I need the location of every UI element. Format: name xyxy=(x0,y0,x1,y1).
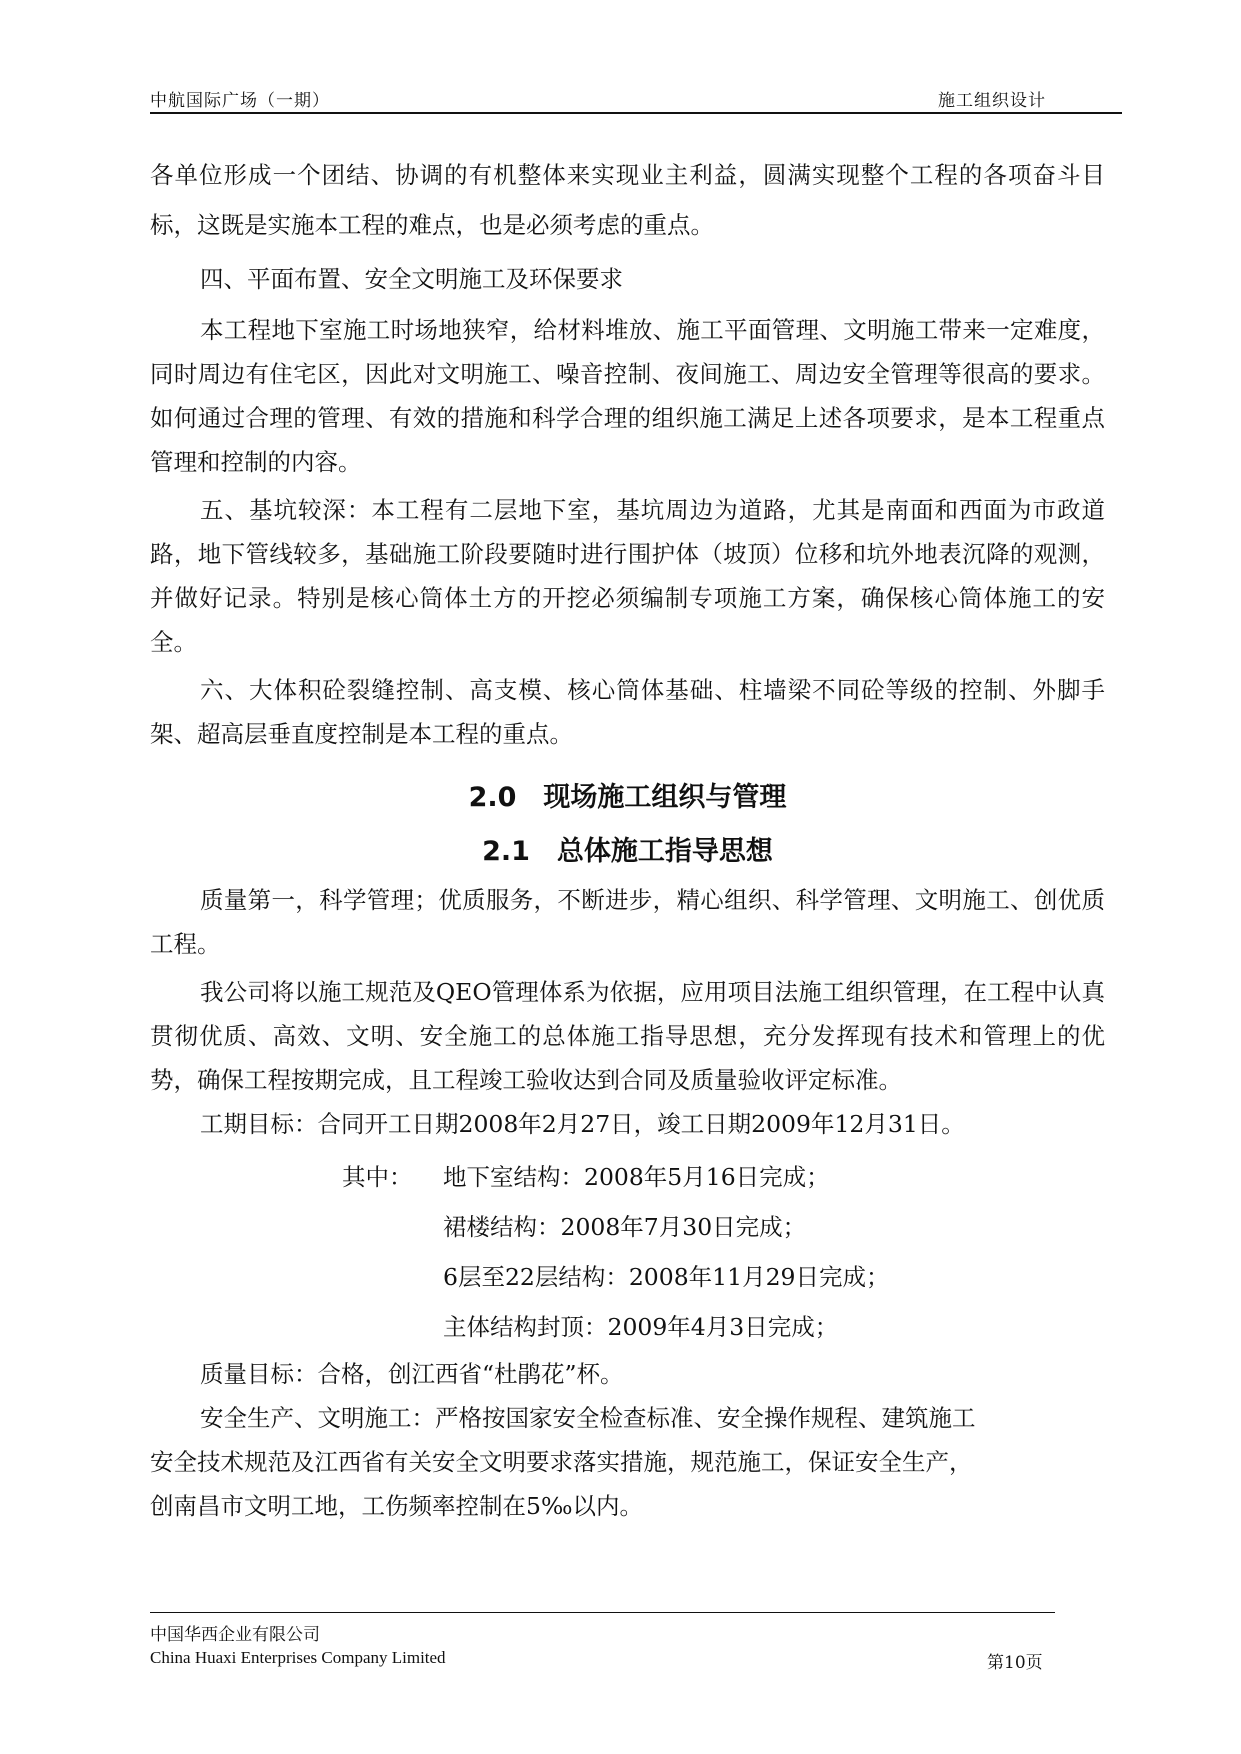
milestone-item: 主体结构封顶：2009年4月3日完成； xyxy=(443,1313,839,1341)
paragraph-qeo-system: 我公司将以施工规范及QEO管理体系为依据，应用项目法施工组织管理，在工程中认真贯彻优质、高效、文明、安全施工的总体施工指导思想，充分发挥现有技术和管理上的优势，确保工程按期完成，且工程竣工验收达到合同及质量验收评定标准。 xyxy=(150,978,1105,1094)
milestone-row xyxy=(150,1202,1105,1252)
paragraph-quality-first: 质量第一，科学管理；优质服务，不断进步，精心组织、科学管理、文明施工、创优质工程。 xyxy=(150,886,1105,958)
page-header xyxy=(150,86,1122,114)
item-four-heading: 四、平面布置、安全文明施工及环保要求 xyxy=(200,265,623,293)
document-body xyxy=(150,150,1105,1528)
milestone-item: 6层至22层结构：2008年11月29日完成； xyxy=(443,1263,890,1291)
header-rule xyxy=(150,112,1122,114)
section-heading-2-0: 2.0 现场施工组织与管理 xyxy=(468,782,787,813)
milestone-row xyxy=(150,1152,1105,1202)
paragraph-safety-line-3: 创南昌市文明工地，工伤频率控制在5‰以内。 xyxy=(150,1492,643,1520)
paragraph-teamwork: 各单位形成一个团结、协调的有机整体来实现业主利益，圆满实现整个工程的各项奋斗目标，这既是实施本工程的难点，也是必须考虑的重点。 xyxy=(150,161,1105,239)
milestone-list xyxy=(150,1152,1105,1352)
footer-company-en: China Huaxi Enterprises Company Limited xyxy=(150,1648,446,1667)
milestone-lead-label: 其中： xyxy=(342,1163,413,1191)
paragraph-deep-pit: 五、基坑较深：本工程有二层地下室，基坑周边为道路，尤其是南面和西面为市政道路，地下管线较多，基础施工阶段要随时进行围护体（坡顶）位移和坑外地表沉降的观测，并做好记录。特别是核心筒体土方的开挖必须编制专项施工方案，确保核心筒体施工的安全。 xyxy=(150,496,1105,656)
milestone-row xyxy=(150,1252,1105,1302)
header-doc-title: 施工组织设计 xyxy=(938,91,1046,111)
milestone-item: 地下室结构：2008年5月16日完成； xyxy=(443,1163,830,1191)
milestone-item: 裙楼结构：2008年7月30日完成； xyxy=(443,1213,807,1241)
paragraph-site-layout: 本工程地下室施工时场地狭窄，给材料堆放、施工平面管理、文明施工带来一定难度，同时周边有住宅区，因此对文明施工、噪音控制、夜间施工、周边安全管理等很高的要求。如何通过合理的管理、有效的措施和科学合理的组织施工满足上述各项要求，是本工程重点管理和控制的内容。 xyxy=(150,316,1105,476)
paragraph-schedule-goal: 工期目标：合同开工日期2008年2月27日，竣工日期2009年12月31日。 xyxy=(200,1110,965,1138)
footer-rule xyxy=(150,1612,1055,1613)
footer-page-number: 第10页 xyxy=(987,1653,1043,1673)
header-project-name: 中航国际广场（一期） xyxy=(150,91,330,111)
milestone-row xyxy=(150,1302,1105,1352)
paragraph-safety-line-1: 安全生产、文明施工：严格按国家安全检查标准、安全操作规程、建筑施工 xyxy=(200,1404,976,1432)
paragraph-quality-goal: 质量目标：合格，创江西省“杜鹃花”杯。 xyxy=(200,1360,624,1388)
paragraph-key-points: 六、大体积砼裂缝控制、高支模、核心筒体基础、柱墙梁不同砼等级的控制、外脚手架、超高层垂直度控制是本工程的重点。 xyxy=(150,676,1105,748)
section-heading-2-1: 2.1 总体施工指导思想 xyxy=(482,836,773,867)
paragraph-safety-line-2: 安全技术规范及江西省有关安全文明要求落实措施，规范施工，保证安全生产， xyxy=(150,1448,973,1476)
footer-company-cn: 中国华西企业有限公司 xyxy=(150,1625,320,1645)
